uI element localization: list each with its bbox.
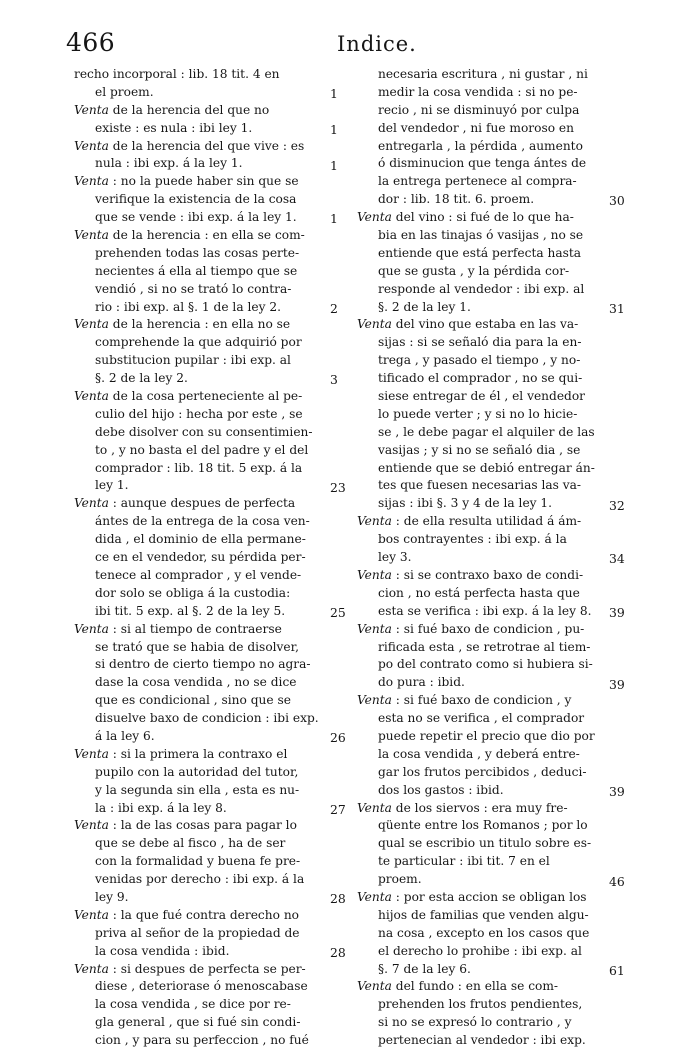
entry-line: tificado el comprador , no se qui- [378,371,583,386]
entry-line: existe : es nula : ibi ley 1. [95,120,253,135]
entry-line: verifique la existencia de la cosa [95,192,297,207]
entry-line: §. 2 de la ley 1. [378,299,471,314]
page-reference-number: 3 [330,372,338,388]
index-entry [74,66,347,102]
entry-line: bia en las tinajas ó vasijas , no se [378,228,584,243]
entry-line: Venta de los siervos : era muy fre- [357,800,568,815]
entry-line: si no se expresó lo contrario , y [378,1015,572,1030]
index-entry [74,495,347,620]
entry-line: Venta : si fué baxo de condicion , y [357,693,572,708]
entry-line: Venta : por esta accion se obligan los [357,889,587,904]
entry-line: Venta de la herencia : en ella no se [74,317,291,332]
entry-line: priva al señor de la propiedad de [95,925,300,940]
entry-line: prehenden todas las cosas perte- [95,245,300,260]
entry-line: Venta : de ella resulta utilidad á ám- [357,514,582,529]
entry-line: nula : ibi exp. á la ley 1. [95,156,243,171]
page-reference-number: 39 [609,605,625,620]
entry-line: na cosa , excepto en los casos que [378,925,590,940]
entry-line: recho incorporal : lib. 18 tit. 4 en [74,67,280,81]
entry-line: dase la cosa vendida , no se dice [95,675,297,690]
entry-line: entiende que se debió entregar án- [378,460,595,475]
page-reference-number: 1 [330,157,338,173]
index-entry [74,102,347,138]
entry-line: comprehende la que adquirió por [95,335,302,350]
index-entry [74,621,347,746]
entry-line: la cosa vendida , se dice por re- [95,997,291,1012]
entry-line: rificada esta , se retrotrae al tiem- [378,639,591,654]
entry-line: diese , deteriorase ó menoscabase [95,979,308,994]
page-reference-number: 1 [330,211,338,227]
page-reference-number: 2 [330,300,338,316]
page-reference-number: 1 [330,121,338,137]
entry-line: puede repetir el precio que dio por [378,728,595,743]
index-entry [74,316,347,388]
index-entry [74,138,347,174]
index-entry [74,227,347,316]
entry-line: se trató que se habia de disolver, [95,639,300,654]
entry-line: que es condicional , sino que se [95,693,291,708]
entry-line: recio , ni se disminuyó por culpa [378,102,580,117]
entry-line: po del contrato como si hubiera si- [378,657,593,672]
entry-line: to , y no basta el del padre y el del [95,442,309,457]
entry-line: Venta de la cosa perteneciente al pe- [74,389,303,404]
entry-line: á la ley 6. [95,728,155,743]
index-entry [357,316,627,513]
entry-line: cion , no está perfecta hasta que [378,585,580,600]
entry-line: sijas : ibi §. 3 y 4 de la ley 1. [378,496,553,511]
index-entry [357,800,627,889]
entry-line: Venta : aunque despues de perfecta [74,496,296,511]
entry-line: esta se verifica : ibi exp. á la ley 8. [378,603,592,618]
entry-line: Venta : si la primera la contraxo el [74,746,288,761]
entry-line: debe disolver con su consentimien- [95,424,313,439]
entry-line: ley 3. [378,550,412,565]
page-reference-number: 1 [330,85,338,101]
entry-line: bos contrayentes : ibi exp. á la [378,532,567,547]
page-header [0,28,682,62]
index-entry [74,907,347,961]
entry-line: la cosa vendida : ibid. [95,943,230,958]
entry-line: tenece al comprador , y el vende- [95,567,302,582]
entry-line: que se gusta , y la pérdida cor- [378,263,570,278]
entry-line: necesaria escritura , ni gustar , ni [378,67,588,81]
entry-line: Venta de la herencia : en ella se com- [74,228,305,243]
entry-line: dor : lib. 18 tit. 6. proem. [378,192,535,207]
page-reference-number: 28 [330,891,346,907]
entry-line: Venta : si se contraxo baxo de condi- [357,567,584,582]
entry-line: ley 1. [95,478,129,493]
entry-line: la : ibi exp. á la ley 8. [95,800,227,815]
entry-line: §. 2 de la ley 2. [95,371,188,386]
entry-line: comprador : lib. 18 tit. 5 exp. á la [95,460,303,475]
entry-line: la cosa vendida , y deberá entre- [378,746,580,761]
index-entry [74,388,347,495]
entry-line: qüente entre los Romanos ; por lo [378,818,588,833]
index-entry [357,692,627,799]
entry-line: Venta de la herencia del que no [74,102,270,117]
entry-line: si dentro de cierto tiempo no agra- [95,657,311,672]
index-entry [74,746,347,818]
page-reference-number: 28 [330,945,346,961]
entry-line: trega , y pasado el tiempo , y no- [378,353,581,368]
entry-line: dida , el dominio de ella permane- [95,532,306,547]
entry-line: venidas por derecho : ibi exp. á la [95,872,305,887]
entry-line: ó disminucion que tenga ántes de [378,156,587,171]
page-reference-number: 25 [330,605,346,620]
page-reference-number: 31 [609,300,625,316]
entry-line: del vendedor , ni fue moroso en [378,120,574,135]
entry-line: entiende que está perfecta hasta [378,245,582,260]
entry-line: que se vende : ibi exp. á la ley 1. [95,210,297,225]
running-title: Indice. [337,32,417,56]
entry-line: disuelve baxo de condicion : ibi exp. [95,711,319,726]
entry-line: el derecho lo prohibe : ibi exp. al [378,943,582,958]
entry-line: la entrega pertenece al compra- [378,174,577,189]
entry-line: ántes de la entrega de la cosa ven- [95,514,310,529]
entry-line: te particular : ibi tit. 7 en el [378,854,550,869]
page-reference-number: 23 [330,479,346,495]
entry-line: Venta : la que fué contra derecho no [74,907,300,922]
index-entry [74,173,347,227]
page-reference-number: 27 [330,801,346,817]
page-reference-number: 34 [609,551,625,567]
entry-line: vasijas ; y si no se señaló dia , se [378,442,581,457]
entry-line: Venta : si despues de perfecta se per- [74,961,306,976]
entry-line: ibi tit. 5 exp. al §. 2 de la ley 5. [95,603,286,618]
entry-line: ce en el vendedor, su pérdida per- [95,550,306,565]
entry-line: Venta : si fué baxo de condicion , pu- [357,621,585,636]
entry-line: responde al vendedor : ibi exp. al [378,281,585,296]
index-entry [74,817,347,906]
index-entry [357,513,627,567]
entry-line: entregarla , la pérdida , aumento [378,138,583,153]
page-reference-number: 32 [609,497,625,513]
page-reference-number: 39 [609,784,625,799]
entry-line: prehenden los frutos pendientes, [378,997,583,1012]
entry-line: Venta : si al tiempo de contraerse [74,621,282,636]
entry-line: y la segunda sin ella , esta es nu- [95,782,300,797]
entry-line: pertenecian al vendedor : ibi exp. [378,1033,586,1048]
left-column [74,66,347,1050]
entry-line: hijos de familias que venden algu- [378,907,589,922]
entry-line: con la formalidad y buena fe pre- [95,854,301,869]
entry-line: gar los frutos percibidos , deduci- [378,764,587,779]
entry-line: rio : ibi exp. al §. 1 de la ley 2. [95,299,281,314]
entry-line: dor solo se obliga á la custodia: [95,585,291,600]
entry-line: cion , y para su perfeccion , no fué [95,1033,309,1048]
page-reference-number: 39 [609,676,625,692]
entry-line: culio del hijo : hecha por este , se [95,406,303,421]
entry-line: se , le debe pagar el alquiler de las [378,424,595,439]
index-entry [357,621,627,693]
entry-line: esta no se verifica , el comprador [378,711,585,726]
entry-line: qual se escribio un titulo sobre es- [378,836,592,851]
entry-line: el proem. [95,84,154,99]
entry-line: Venta : no la puede haber sin que se [74,174,299,189]
entry-line: ley 9. [95,889,129,904]
page-reference-number: 61 [609,963,625,978]
entry-line: proem. [378,872,422,887]
index-entry [357,66,627,209]
right-column [357,66,627,1050]
entry-line: necientes á ella al tiempo que se [95,263,298,278]
entry-line: sijas : si se señaló dia para la en- [378,335,582,350]
page-reference-number: 30 [609,193,625,209]
entry-line: §. 7 de la ley 6. [378,961,471,976]
index-entry [74,961,347,1050]
index-entry [357,889,627,978]
entry-line: medir la cosa vendida : si no pe- [378,84,578,99]
entry-line: que se debe al fisco , ha de ser [95,836,286,851]
entry-line: pupilo con la autoridad del tutor, [95,764,299,779]
index-entry [357,567,627,621]
page-reference-number: 26 [330,730,346,746]
entry-line: vendió , si no se trató lo contra- [95,281,292,296]
entry-line: substitucion pupilar : ibi exp. al [95,353,291,368]
entry-line: do pura : ibid. [378,675,465,690]
page-number: 466 [66,28,116,57]
entry-line: siese entregar de él , el vendedor [378,389,586,404]
entry-line: Venta de la herencia del que vive : es [74,138,305,153]
entry-line: Venta : la de las cosas para pagar lo [74,818,297,833]
index-entry [357,209,627,316]
entry-line: dos los gastos : ibid. [378,782,504,797]
entry-line: lo puede verter ; y si no lo hicie- [378,406,578,421]
entry-line: gla general , que si fué sin condi- [95,1015,301,1030]
index-entry [357,978,627,1050]
entry-line: Venta del vino que estaba en las va- [357,317,579,332]
entry-line: tes que fuesen necesarias las va- [378,478,582,493]
entry-line: Venta del fundo : en ella se com- [357,979,559,994]
page-reference-number: 46 [609,873,625,889]
entry-line: Venta del vino : si fué de lo que ha- [357,210,574,225]
